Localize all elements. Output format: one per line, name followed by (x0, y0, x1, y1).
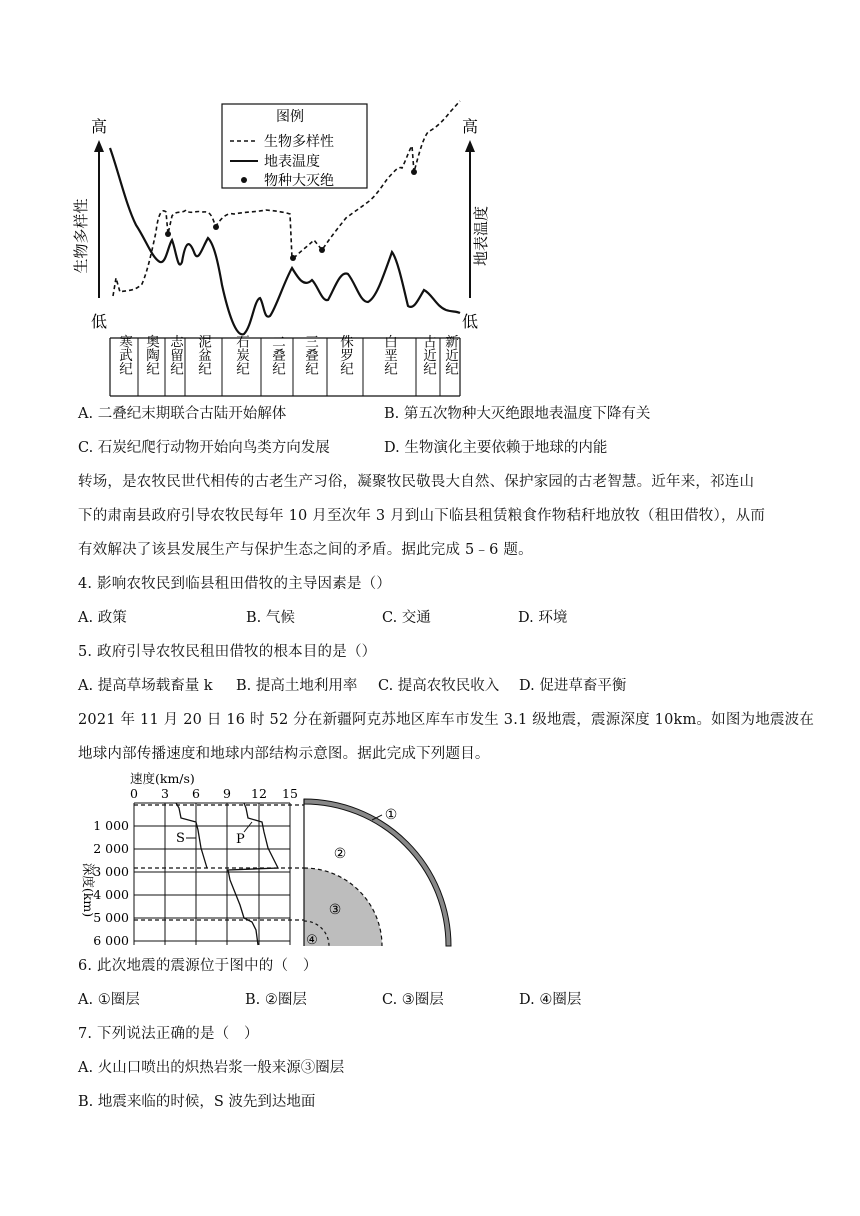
left-high-label: 高 (90, 117, 108, 136)
period-label: 奥陶纪 (143, 334, 159, 376)
right-axis-label: 地表温度 (472, 205, 490, 267)
period-label: 石炭纪 (233, 334, 249, 376)
q4-option-c[interactable]: C. 交通 (382, 610, 431, 626)
q6-option-b[interactable]: B. ②圈层 (245, 992, 307, 1008)
p-wave-curve (228, 803, 278, 945)
layer-4-label: ④ (306, 933, 318, 948)
period-label: 三叠纪 (302, 334, 318, 376)
left-low-label: 低 (90, 312, 108, 331)
right-low-label: 低 (461, 312, 479, 331)
q5-stem: 5. 政府引导农牧民租田借牧的根本目的是（） (78, 644, 377, 660)
speed-tick: 0 (130, 786, 138, 801)
depth-tick: 3 000 (93, 864, 129, 879)
right-high-label: 高 (461, 117, 479, 136)
period-label: 寒武纪 (116, 334, 132, 376)
legend-temperature: 地表温度 (264, 154, 320, 170)
q4-option-a[interactable]: A. 政策 (78, 610, 127, 626)
q3-option-b[interactable]: B. 第五次物种大灭绝跟地表温度下降有关 (384, 406, 651, 422)
q5-option-c[interactable]: C. 提高农牧民收入 (378, 678, 500, 694)
p-wave-label: P (236, 832, 245, 847)
legend-extinction: 物种大灭绝 (264, 173, 334, 189)
passage2-line1: 2021 年 11 月 20 日 16 时 52 分在新疆阿克苏地区库车市发生 3.1 级地震，震源深度 10km。如图为地震波在 (78, 712, 815, 728)
period-label: 白垩纪 (381, 334, 397, 376)
speed-tick: 12 (251, 786, 267, 801)
passage2-line2: 地球内部传播速度和地球内部结构示意图。据此完成下列题目。 (78, 746, 490, 762)
extinction-dot (213, 224, 219, 230)
legend-title: 图例 (276, 109, 304, 125)
q4-stem: 4. 影响农牧民到临县租田借牧的主导因素是（） (78, 576, 392, 592)
biodiversity-temperature-figure (70, 95, 490, 405)
q5-option-a[interactable]: A. 提高草场载畜量 k (78, 678, 213, 694)
seismic-wave-figure (75, 768, 455, 948)
s-wave-label: S (176, 831, 185, 846)
q6-stem: 6. 此次地震的震源位于图中的（ ） (78, 958, 318, 974)
extinction-dot (411, 169, 417, 175)
period-label: 志留纪 (167, 334, 183, 376)
period-label: 二叠纪 (269, 334, 285, 376)
passage1-line2: 下的肃南县政府引导农牧民每年 10 月至次年 3 月到山下临县租赁粮食作物秸秆地放牧（租田借牧），从而 (78, 508, 766, 524)
layer-2-label: ② (333, 846, 347, 862)
q6-option-d[interactable]: D. ④圈层 (519, 992, 582, 1008)
legend-biodiversity: 生物多样性 (264, 134, 334, 150)
period-label: 泥盆纪 (195, 334, 211, 376)
q3-option-a[interactable]: A. 二叠纪末期联合古陆开始解体 (78, 406, 287, 422)
period-label: 新近纪 (442, 334, 458, 376)
q3-option-c[interactable]: C. 石炭纪爬行动物开始向鸟类方向发展 (78, 440, 330, 456)
speed-axis-label: 速度(km/s) (130, 771, 195, 786)
passage1-line1: 转场，是农牧民世代相传的古老生产习俗，凝聚牧民敬畏大自然、保护家园的古老智慧。近年来，祁连山 (78, 474, 755, 490)
q7-option-a[interactable]: A. 火山口喷出的炽热岩浆一般来源③圈层 (78, 1060, 345, 1076)
left-axis-label: 生物多样性 (72, 198, 90, 274)
q7-stem: 7. 下列说法正确的是（ ） (78, 1026, 259, 1042)
depth-tick: 4 000 (93, 887, 129, 902)
q4-option-b[interactable]: B. 气候 (246, 610, 295, 626)
depth-tick: 2 000 (93, 841, 129, 856)
q6-option-a[interactable]: A. ①圈层 (78, 992, 140, 1008)
q3-option-d[interactable]: D. 生物演化主要依赖于地球的内能 (384, 440, 608, 456)
extinction-dot (165, 231, 171, 237)
depth-axis-label: 深度(km) (81, 862, 96, 918)
speed-tick: 15 (282, 786, 298, 801)
speed-tick: 9 (223, 786, 231, 801)
q5-option-d[interactable]: D. 促进草畜平衡 (519, 678, 627, 694)
extinction-dot (319, 247, 325, 253)
q4-option-d[interactable]: D. 环境 (518, 610, 568, 626)
extinction-dot (290, 255, 296, 261)
period-label: 侏罗纪 (337, 334, 353, 376)
layer-1-label: ① (384, 807, 398, 823)
speed-tick: 6 (192, 786, 200, 801)
speed-tick: 3 (161, 786, 169, 801)
q5-option-b[interactable]: B. 提高土地利用率 (236, 678, 358, 694)
depth-tick: 1 000 (93, 818, 129, 833)
period-label: 古近纪 (420, 334, 436, 376)
q7-option-b[interactable]: B. 地震来临的时候，S 波先到达地面 (78, 1094, 316, 1110)
passage1-line3: 有效解决了该县发展生产与保护生态之间的矛盾。据此完成 5﹣6 题。 (78, 542, 533, 558)
depth-tick: 5 000 (93, 910, 129, 925)
depth-tick: 6 000 (93, 933, 129, 948)
layer-3-label: ③ (328, 902, 342, 918)
q6-option-c[interactable]: C. ③圈层 (382, 992, 444, 1008)
